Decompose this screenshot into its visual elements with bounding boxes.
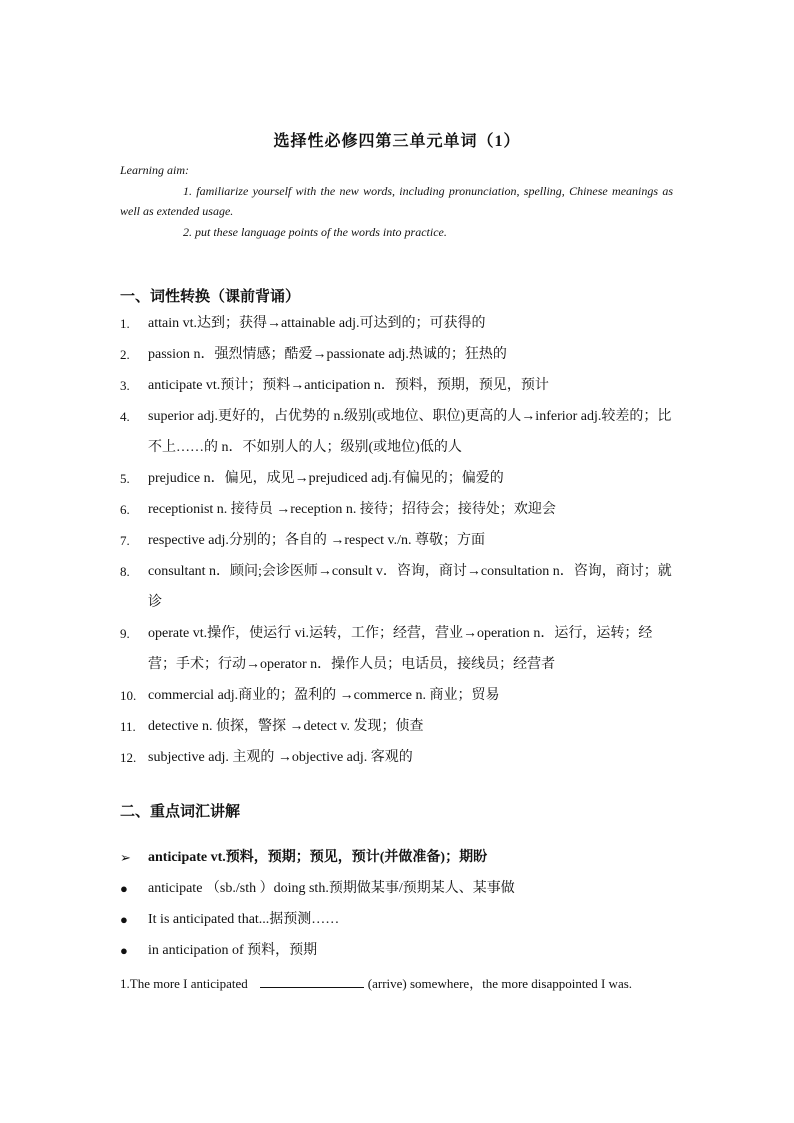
item-text: respective adj.分别的；各自的 →respect v./n. 尊敬；方面 bbox=[148, 533, 485, 548]
item-number: 8. bbox=[120, 564, 130, 579]
list-item bbox=[120, 401, 676, 463]
item-text: receptionist n. 接待员 →reception n. 接待；招待会；接待处；欢迎会 bbox=[148, 502, 556, 517]
dot-bullet-icon: ● bbox=[120, 881, 128, 896]
item-text: subjective adj. 主观的 →objective adj. 客观的 bbox=[148, 750, 413, 765]
item-text: It is anticipated that...据预测…… bbox=[148, 912, 340, 927]
item-number: 9. bbox=[120, 626, 130, 641]
dot-bullet-icon: ● bbox=[120, 912, 128, 927]
item-text: commercial adj.商业的；盈利的 →commerce n. 商业；贸易 bbox=[148, 688, 500, 703]
item-number: 10. bbox=[120, 688, 137, 703]
item-number: 12. bbox=[120, 750, 137, 765]
list-item bbox=[120, 463, 676, 494]
item-text: operate vt.操作，使运行 vi.运转，工作；经营，营业→operation n．运行，运转；经营；手术；行动→operator n．操作人员；电话员，接线员；经营者 bbox=[148, 626, 653, 672]
item-number: 2. bbox=[120, 347, 130, 362]
item-number: 5. bbox=[120, 471, 130, 486]
item-number: 11. bbox=[120, 719, 136, 734]
list-item bbox=[120, 308, 676, 339]
page-title: 选择性必修四第三单元单词（1） bbox=[273, 133, 521, 150]
list-item bbox=[120, 742, 676, 773]
list-item bbox=[120, 618, 676, 680]
list-item bbox=[120, 556, 676, 618]
item-text: prejudice n．偏见，成见→prejudiced adj.有偏见的；偏爱的 bbox=[148, 471, 504, 486]
item-text: anticipate vt.预料，预期；预见，预计(并做准备)；期盼 bbox=[148, 850, 488, 865]
list-item bbox=[120, 525, 676, 556]
key-vocab-bullets bbox=[120, 842, 676, 966]
item-text: passion n．强烈情感；酷爱→passionate adj.热诚的；狂热的 bbox=[148, 347, 507, 362]
exercise-suffix: (arrive) somewhere，the more disappointed I was. bbox=[367, 976, 633, 991]
list-item bbox=[120, 711, 676, 742]
item-text: anticipate vt.预计；预料→anticipation n．预料，预期，预见，预计 bbox=[148, 378, 549, 393]
item-text: anticipate （sb./sth ）doing sth.预期做某事/预期某人、某事做 bbox=[148, 881, 515, 896]
item-number: 3. bbox=[120, 378, 130, 393]
item-text: detective n. 侦探，警探 →detect v. 发现；侦查 bbox=[148, 719, 424, 734]
item-text: in anticipation of 预料，预期 bbox=[148, 943, 318, 958]
list-item bbox=[120, 842, 676, 873]
exercise-prefix: 1.The more I anticipated bbox=[120, 976, 248, 991]
list-item bbox=[120, 904, 676, 935]
item-text: attain vt.达到；获得→attainable adj.可达到的；可获得的 bbox=[148, 316, 486, 331]
list-item bbox=[120, 935, 676, 966]
vocab-list bbox=[120, 308, 676, 773]
learning-aim-point-2: 2. put these language points of the words into practice. bbox=[183, 225, 447, 239]
list-item bbox=[120, 680, 676, 711]
item-number: 6. bbox=[120, 502, 130, 517]
learning-aim-point-1: 1. familiarize yourself with the new words, including pronunciation, spelling, Chinese meanings as well as extended usage. bbox=[120, 184, 673, 218]
list-item bbox=[120, 339, 676, 370]
item-text: consultant n．顾问;会诊医师→consult v．咨询，商讨→consultation n．咨询，商讨；就诊 bbox=[148, 564, 672, 610]
dot-bullet-icon: ● bbox=[120, 943, 128, 958]
section-1-heading: 一、词性转换（课前背诵） bbox=[120, 289, 301, 305]
answer-blank[interactable] bbox=[260, 973, 364, 988]
item-number: 1. bbox=[120, 316, 130, 331]
learning-aim-label: Learning aim: bbox=[120, 163, 189, 177]
section-2-heading: 二、重点词汇讲解 bbox=[120, 804, 241, 820]
exercise-1 bbox=[120, 968, 672, 999]
list-item bbox=[120, 873, 676, 904]
item-text: superior adj.更好的，占优势的 n.级别(或地位、职位)更高的人→inferior adj.较差的；比不上……的 n．不如别人的人；级别(或地位)低的人 bbox=[148, 409, 672, 455]
item-number: 4. bbox=[120, 409, 130, 424]
list-item bbox=[120, 494, 676, 525]
item-number: 7. bbox=[120, 533, 130, 548]
list-item bbox=[120, 370, 676, 401]
arrow-bullet-icon: ➢ bbox=[120, 850, 131, 865]
